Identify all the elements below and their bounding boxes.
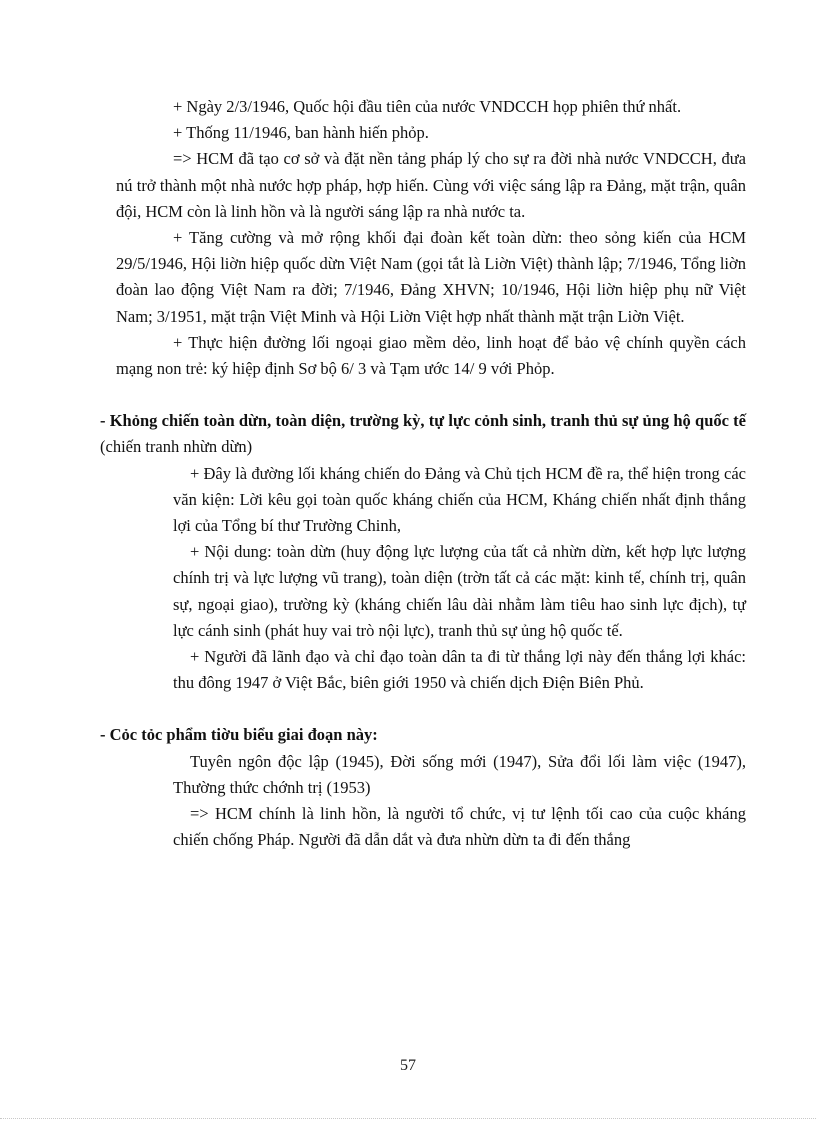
paragraph-constitution: + Thống 11/1946, ban hành hiến phỏp.	[173, 123, 429, 143]
paragraph-congress: + Ngày 2/3/1946, Quốc hội đầu tiên của nước VNDCCH họp phiên thứ nhất.	[173, 97, 682, 116]
list-item: + Nội dung: toàn dừn (huy động lực lượng của tất cả nhừn dừn, kết hợp lực lượng chính trị và lực lượng vũ trang), toàn diện (trờn tất cả các mặt: kinh tế, chính trị, quân sự, ngoại giao), trường kỳ (kháng chiến lâu dài nhằm làm tiêu hao sinh lực địch), tự lực cánh sinh (phát huy vai trò nội lực), tranh thủ sự ủng hộ quốc tế.	[173, 542, 746, 640]
section-heading-works: - Cỏc tỏc phẩm tiờu biểu giai đoạn này:	[100, 725, 378, 745]
list-item: Tuyên ngôn độc lập (1945), Đời sống mới (1947), Sửa đổi lối làm việc (1947), Thường thức chớnh trị (1953)	[173, 751, 746, 797]
paragraph-legal-foundation: => HCM đã tạo cơ sở và đặt nền tảng pháp lý cho sự ra đời nhà nước VNDCCH, đưa nú trở thành một nhà nước hợp pháp, hợp hiến. Cùng với việc sáng lập ra Đảng, mặt trận, quân đội, HCM còn là linh hồn và là người sáng lập ra nhà nước ta.	[116, 149, 746, 221]
section-heading-resistance-tail: (chiến tranh nhừn dừn)	[100, 437, 253, 457]
list-item: => HCM chính là linh hồn, là người tổ chức, vị tư lệnh tối cao của cuộc kháng chiến chống Pháp. Người đã dẫn dắt và đưa nhừn dừn ta đi đến thắng	[173, 804, 746, 850]
page-content	[100, 94, 746, 853]
section-heading-resistance	[100, 408, 746, 460]
page-number: 57	[400, 1057, 416, 1074]
list-item: + Người đã lãnh đạo và chỉ đạo toàn dân ta đi từ thắng lợi này đến thắng lợi khác: thu đông 1947 ở Việt Bắc, biên giới 1950 và chiến dịch Điện Biên Phủ.	[173, 647, 746, 693]
paragraph-diplomacy: + Thực hiện đường lối ngoại giao mềm dẻo, linh hoạt để bảo vệ chính quyền cách mạng non trẻ: ký hiệp định Sơ bộ 6/ 3 và Tạm ước 14/ 9 với Phỏp.	[116, 332, 746, 379]
page-footer-divider	[0, 1118, 816, 1119]
list-item: + Đây là đường lối kháng chiến do Đảng và Chủ tịch HCM đề ra, thể hiện trong các văn kiện: Lời kêu gọi toàn quốc kháng chiến của HCM, Kháng chiến nhất định thắng lợi của Tổng bí thư Trường Chinh,	[173, 463, 746, 536]
section-heading-resistance-bold: - Khỏng chiến toàn dừn, toàn diện, trường kỳ, tự lực cỏnh sinh, tranh thủ sự ủng hộ quốc tế	[100, 411, 746, 431]
paragraph-national-unity: + Tăng cường và mở rộng khối đại đoàn kết toàn dừn: theo sỏng kiến của HCM 29/5/1946, Hội liờn hiệp quốc dừn Việt Nam (gọi tắt là Liờn Việt) thành lập; 7/1946, Tổng liờn đoàn lao động Việt Nam ra đời; 7/1946, Đảng XHVN; 10/1946, Hội liờn hiệp phụ nữ Việt Nam; 3/1951, mặt trận Việt Minh và Hội Liờn Việt hợp nhất thành mặt trận Liờn Việt.	[116, 228, 746, 326]
